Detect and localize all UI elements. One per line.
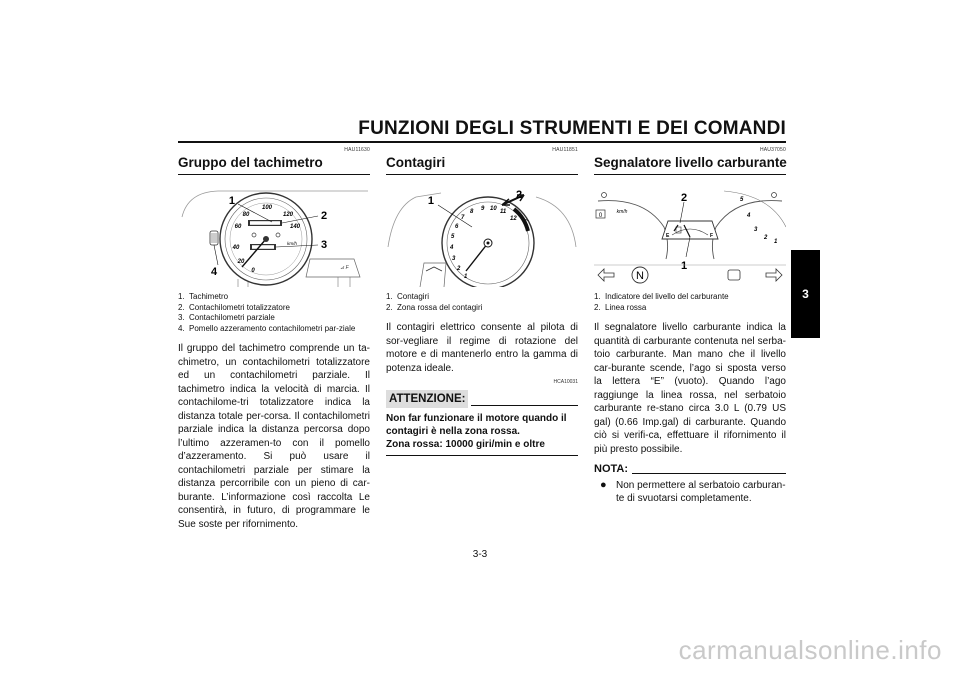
svg-text:⊿ F: ⊿ F [340, 265, 349, 271]
bullet-icon: ● [600, 479, 607, 491]
scale-4: 4 [450, 245, 454, 251]
title-rule [178, 174, 370, 175]
header-rule [178, 141, 786, 143]
callout-1: 1 [680, 260, 688, 272]
speedometer-figure [178, 187, 370, 287]
note-label: NOTA: [594, 463, 629, 475]
scale-3: 3 [754, 227, 758, 233]
title-rule [386, 174, 578, 175]
body-paragraph: Il gruppo del tachimetro comprende un ta-chimetro, un contachilometri totalizzatore ed un contachilometri parziale. Il tachimetro indica la velocità di marcia. Il contachilome-tri totalizzatore indica la distanza totale per-corsa. Il contachilometri parziale indica la distanza percorsa dopo l’ultimo azzeramen-to con il pomello d’azzeramento. Si può usare il contachilometri parziale per stimare la distanza percorribile con un pieno di car-burante. L’informazione così raccolta Le consentirà, in futuro, di programmare le Sue soste per rifornimento. [178, 343, 370, 530]
scale-10: 10 [490, 206, 497, 212]
scale-9: 9 [481, 206, 485, 212]
scale-20: 20 [237, 259, 245, 265]
legend-item: 2. Linea rossa [594, 302, 647, 312]
scale-4: 4 [747, 213, 751, 219]
unit-label: km/h [616, 209, 628, 215]
section-title: Gruppo del tachimetro [178, 155, 323, 170]
legend-item: 1. Contagiri [386, 292, 430, 301]
scale-0: 0 [251, 268, 255, 274]
scale-2: 2 [457, 266, 461, 272]
legend-item: 2. Contachilometri totalizzatore [178, 302, 290, 312]
section-title: Segnalatore livello carburante [594, 155, 787, 170]
note-bullet: ● Non permettere al serbatoio carburan-te di svuotarsi completamente. [600, 479, 786, 504]
body-paragraph: Il contagiri elettrico consente al pilota di sor-vegliare il regime di rotazione del motore e di mantenerlo entro la gamma di potenza ideale. [386, 322, 578, 374]
fuel-gauge-figure [594, 187, 786, 287]
chapter-tab[interactable]: 3 [791, 250, 820, 338]
callout-1: 1 [228, 195, 235, 207]
note-header [594, 463, 786, 476]
legend-item: 3. Contachilometri parziale [178, 313, 275, 322]
scale-7: 7 [461, 215, 465, 221]
scale-1: 1 [464, 274, 468, 280]
svg-text:0: 0 [598, 213, 603, 219]
caution-code: HCA10031 [553, 379, 578, 385]
scale-2: 2 [764, 235, 768, 241]
tachometer-section [386, 146, 578, 456]
legend-item: 1. Indicatore del livello del carburante [594, 292, 729, 301]
callout-1: 1 [427, 195, 434, 207]
page-title: FUNZIONI DEGLI STRUMENTI E DEI COMANDI [358, 118, 786, 139]
scale-80: 80 [242, 212, 250, 218]
caution-end-rule [386, 455, 578, 456]
section-code: HAU37050 [759, 147, 786, 153]
figure-legend [594, 292, 786, 313]
fuel-gauge-section [594, 146, 786, 505]
watermark: carmanualsonline.info [678, 635, 942, 665]
scale-100: 100 [261, 205, 273, 211]
scale-5: 5 [451, 234, 455, 240]
scale-60: 60 [234, 224, 242, 230]
callout-2: 2 [516, 189, 523, 201]
page-number: 3-3 [472, 549, 488, 560]
figure-legend [386, 292, 578, 313]
neutral-indicator: N [636, 270, 644, 282]
tachometer-figure [386, 187, 578, 287]
section-code: HAU11630 [344, 147, 370, 153]
scale-12: 12 [510, 216, 517, 222]
body-paragraph: Il segnalatore livello carburante indica la quantità di carburante contenuta nel serba-toio carburante. Man mano che il livello car-burante scende, l’ago si sposta verso la lettera “E” (vuoto). Quando l’ago raggiunge la linea rossa, nel serbatoio carburante re-stano circa 3.0 L (0.79 US gal) (0.66 Imp.gal) di carburante. Quando ciò si verifi-ca, effettuare il rifornimento il più presto possibile. [594, 322, 786, 455]
caution-label: ATTENZIONE: [386, 390, 468, 408]
scale-40: 40 [232, 245, 240, 251]
title-rule [594, 174, 786, 175]
scale-1: 1 [774, 239, 778, 245]
section-title: Contagiri [386, 155, 446, 170]
scale-3: 3 [452, 256, 456, 262]
callout-4: 4 [211, 266, 218, 278]
caution-rule [471, 405, 578, 406]
callout-3: 3 [321, 239, 328, 251]
figure-legend [178, 292, 370, 334]
legend-item: 4. Pomello azzeramento contachilometri par-ziale [178, 323, 356, 333]
caution-header [386, 390, 578, 408]
scale-6: 6 [455, 224, 459, 230]
gauge-label-e: E [666, 233, 670, 239]
gauge-label-f: F [710, 233, 714, 239]
section-code: HAU11851 [552, 147, 578, 153]
legend-item: 2. Zona rossa del contagiri [386, 302, 483, 312]
scale-5: 5 [740, 197, 744, 203]
speedometer-section [178, 146, 370, 531]
scale-11: 11 [500, 209, 507, 215]
callout-2: 2 [321, 210, 328, 222]
note-rule [632, 473, 786, 474]
caution-redzone: Zona rossa: 10000 giri/min e oltre [386, 439, 545, 450]
legend-item: 1. Tachimetro [178, 292, 229, 301]
scale-140: 140 [289, 224, 301, 230]
unit-label: km/h [287, 241, 297, 246]
scale-8: 8 [470, 209, 474, 215]
scale-120: 120 [282, 212, 294, 218]
caution-text: Non far funzionare il motore quando il contagiri è nella zona rossa. [386, 413, 567, 437]
callout-2: 2 [680, 192, 688, 204]
